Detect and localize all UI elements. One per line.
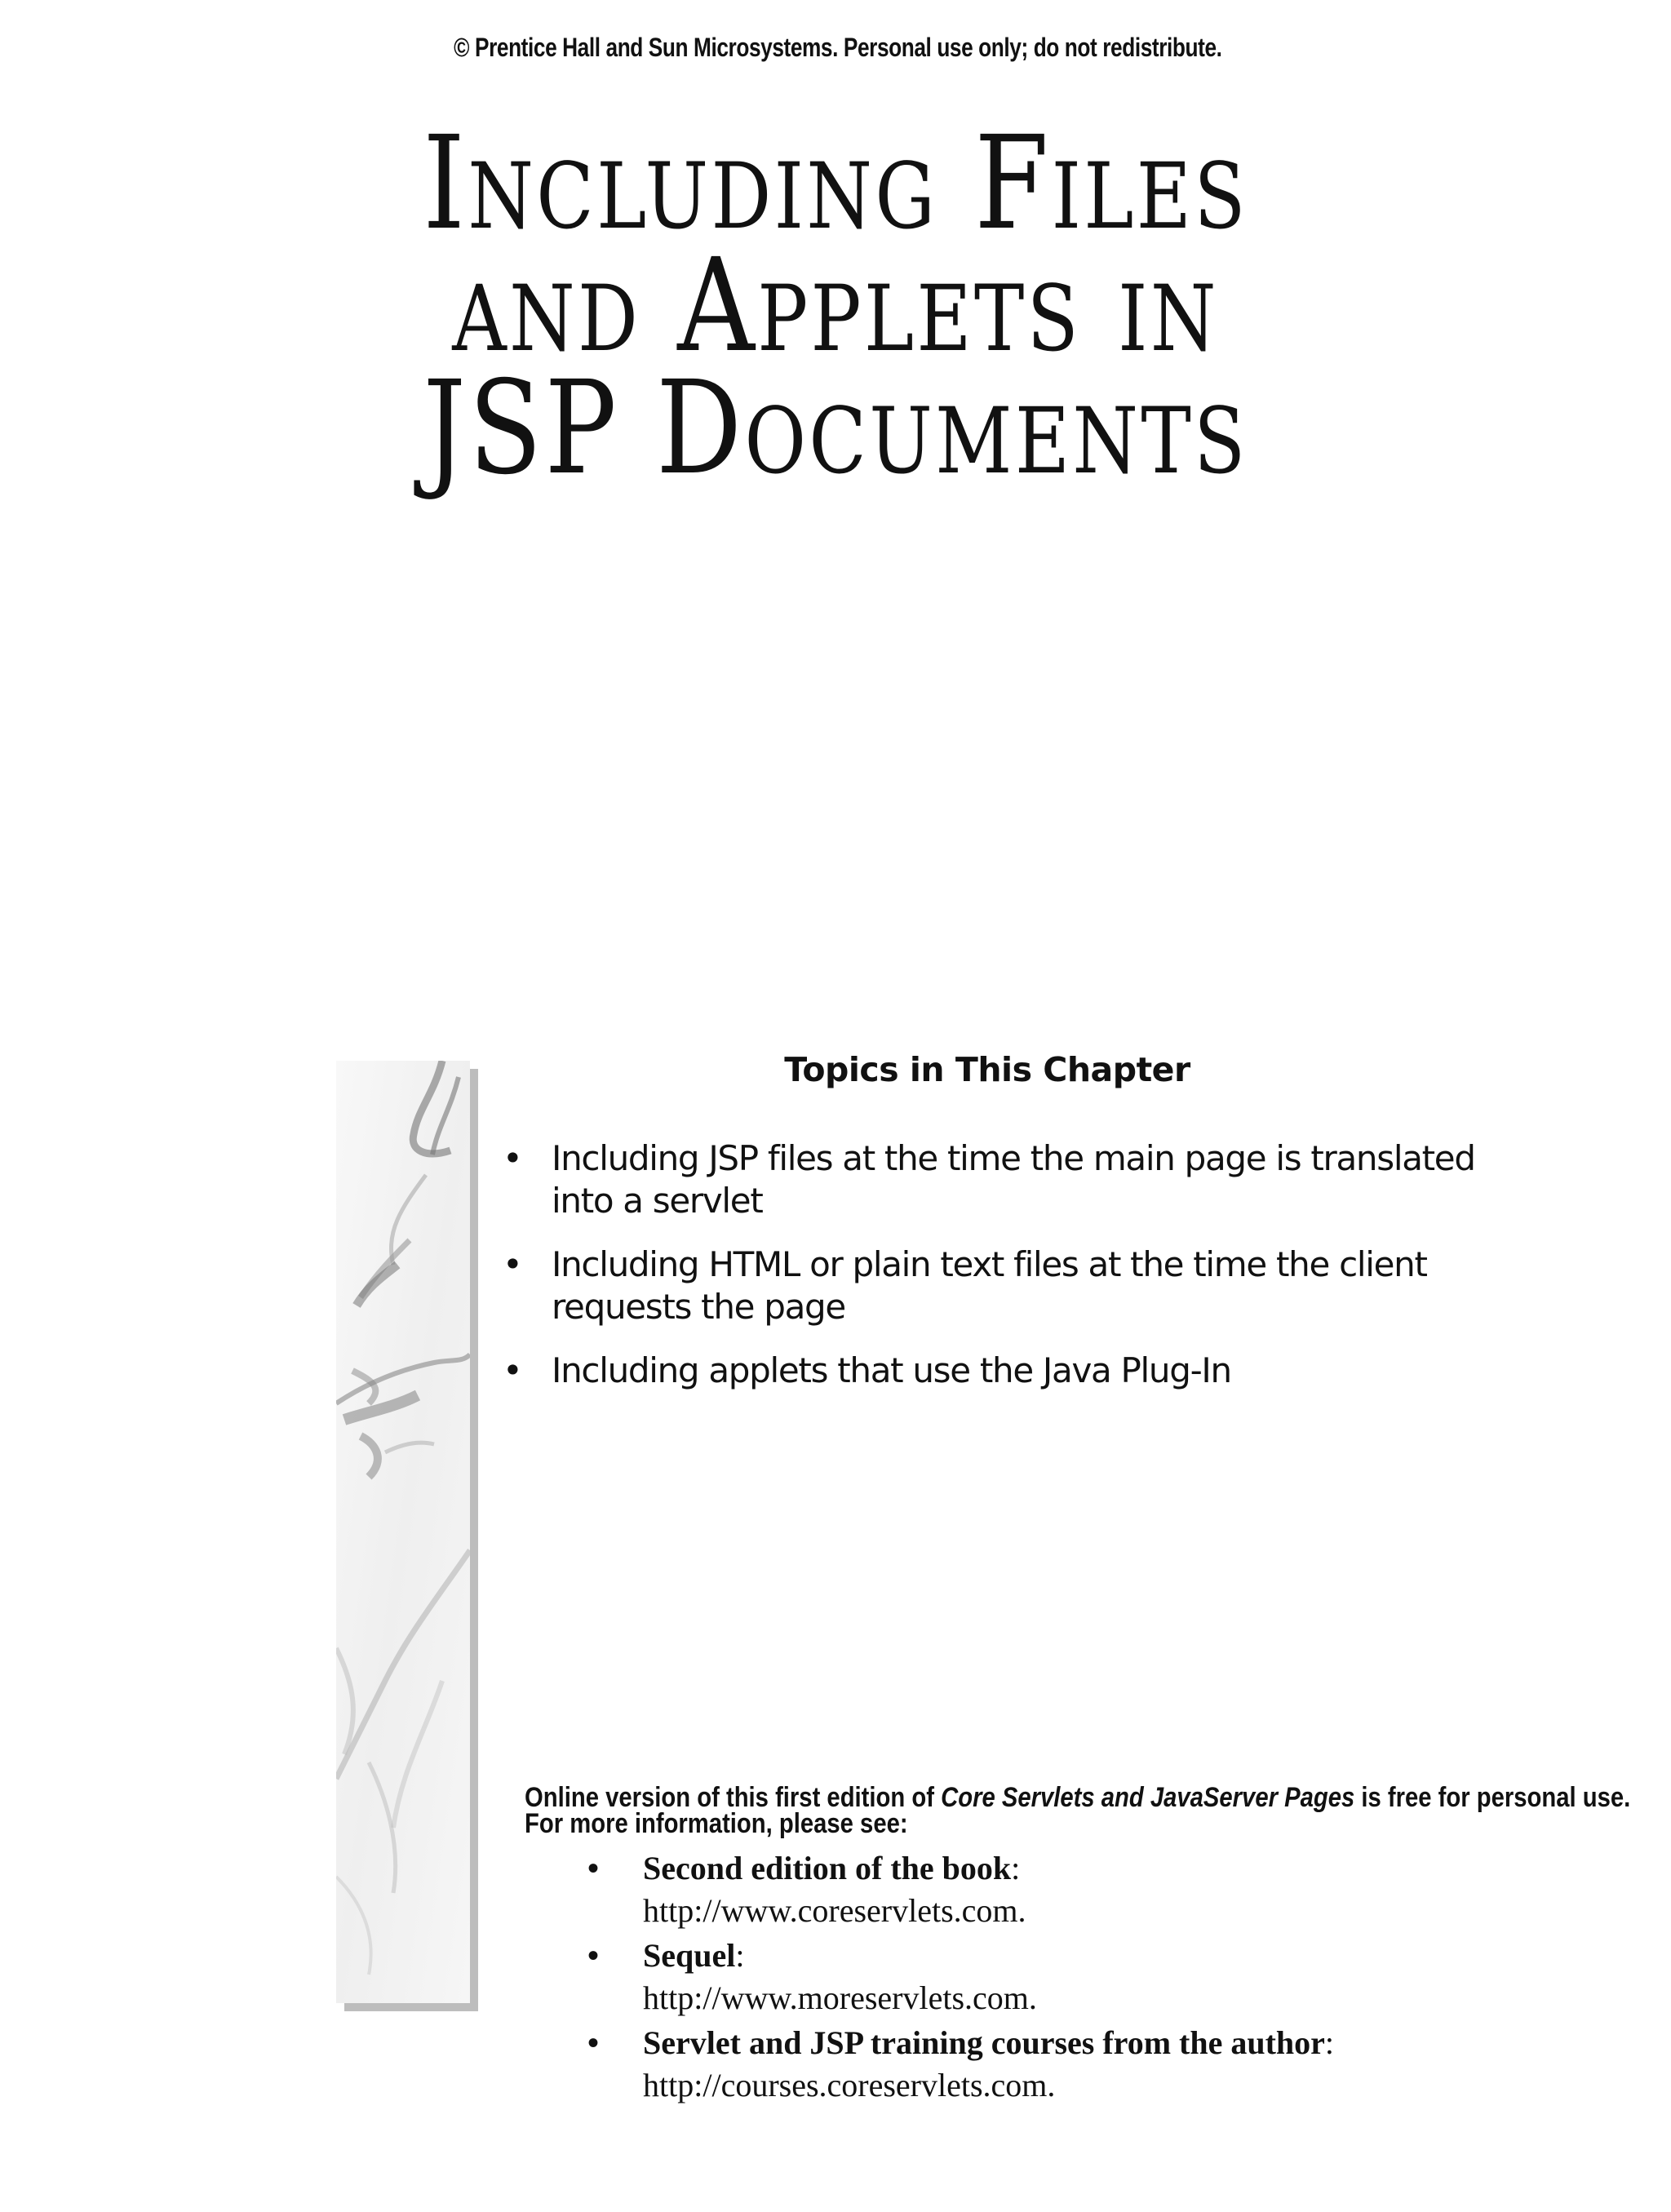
book-title: Core Servlets and JavaServer Pages (941, 1782, 1355, 1813)
bullet: • (587, 1937, 600, 1974)
topic-text: Including JSP files at the time the main page is translated into a servlet (552, 1138, 1475, 1221)
notice-suffix: is free for personal use. For more information, please see: (525, 1782, 1631, 1839)
separator: : (735, 1937, 745, 1974)
bullet: • (503, 1350, 523, 1390)
bullet: • (503, 1138, 523, 1178)
topic-text: Including HTML or plain text files at the time the client requests the page (552, 1244, 1427, 1327)
list-item (503, 1137, 1482, 1222)
topics-list (503, 1137, 1482, 1413)
list-item (587, 2022, 1567, 2107)
url-link[interactable]: http://www.coreservlets.com. (643, 1892, 1026, 1929)
link-label: Servlet and JSP training courses from the author (643, 2024, 1325, 2061)
online-notice (525, 1784, 1651, 1837)
separator: : (1324, 2024, 1335, 2061)
bullet: • (587, 2024, 600, 2061)
link-label: Second edition of the book (643, 1850, 1012, 1886)
list-item (503, 1350, 1482, 1392)
bullet: • (587, 1850, 600, 1886)
list-item (587, 1935, 1567, 2019)
chapter-title-line: Including Files (423, 109, 1248, 259)
url-link[interactable]: http://www.moreservlets.com. (643, 1979, 1037, 2016)
chapter-title (0, 109, 1671, 503)
info-links-list (587, 1847, 1567, 2109)
link-label: Sequel (643, 1937, 736, 1974)
bullet: • (503, 1244, 523, 1284)
url-link[interactable]: http://courses.coreservlets.com. (643, 2067, 1056, 2103)
separator: : (1011, 1850, 1021, 1886)
marble-decoration-image (336, 1061, 470, 2003)
copyright-notice: © Prentice Hall and Sun Microsystems. Personal use only; do not redistribute. (454, 33, 1222, 62)
topic-text: Including applets that use the Java Plug-In (552, 1350, 1231, 1390)
chapter-title-line: JSP Documents (423, 353, 1248, 503)
notice-prefix: Online version of this first edition of (525, 1782, 942, 1813)
list-item (587, 1847, 1567, 1932)
chapter-title-line: and Applets in (452, 231, 1219, 381)
list-item (503, 1243, 1482, 1328)
topics-heading: Topics in This Chapter (784, 1050, 1190, 1089)
marble-texture (336, 1061, 470, 2003)
